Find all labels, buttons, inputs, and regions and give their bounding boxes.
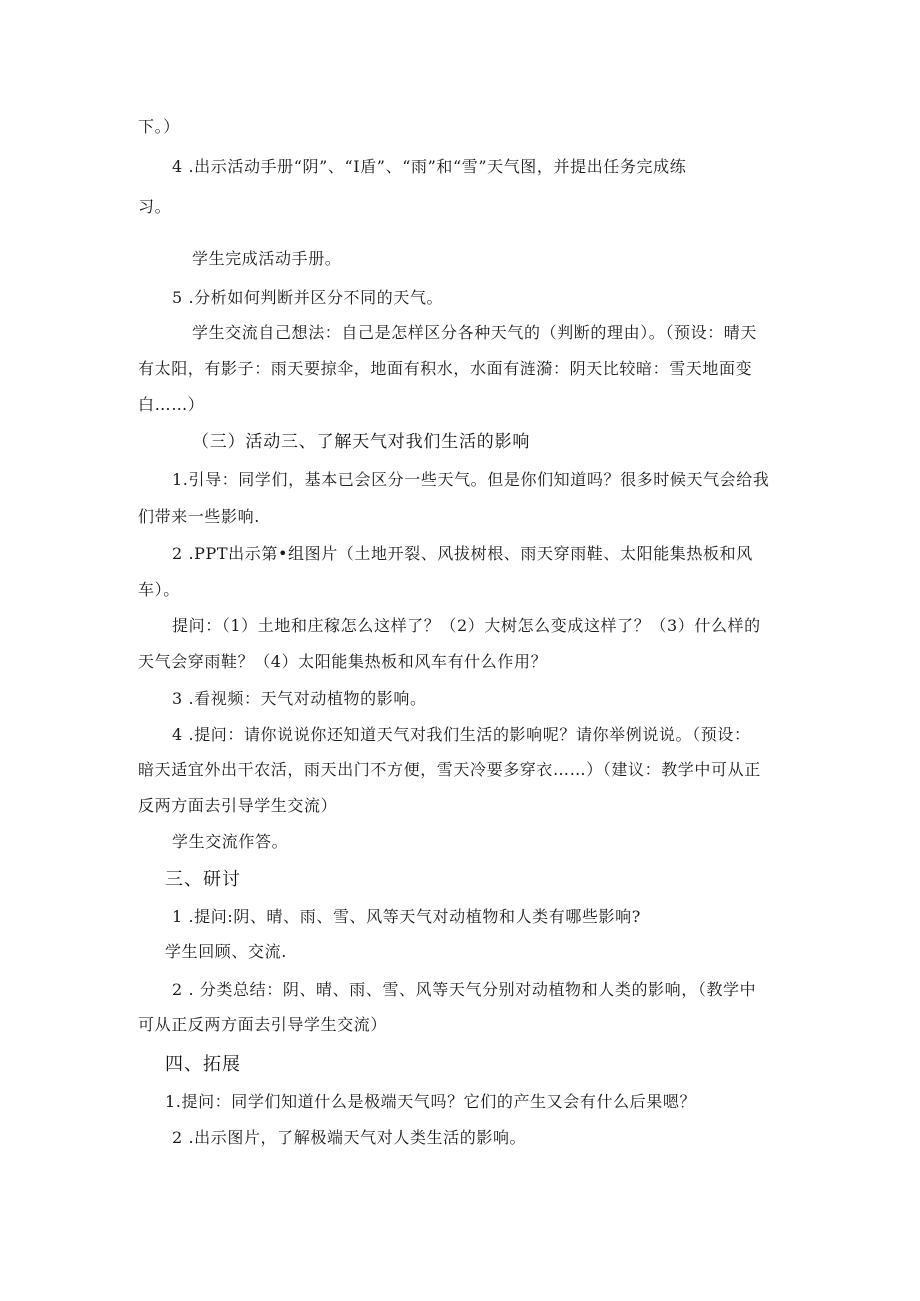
text-line: 提问：（1）土地和庄稼怎么这样了？（2）大树怎么变成这样了？（3）什么样的: [172, 616, 761, 635]
text-line: 1.引导：同学们，基本已会区分一些天气。但是你们知道吗？很多时候天气会给我: [172, 470, 770, 489]
text-line: 3 .看视频：天气对动植物的影响。: [172, 689, 427, 708]
section-heading: 三、研讨: [165, 869, 241, 890]
section-heading: （三）活动三、了解天气对我们生活的影响: [192, 432, 531, 452]
text-line: 2 . 分类总结：阴、晴、雨、雪、风等天气分别对动植物和人类的影响，（教学中: [172, 980, 757, 999]
text-line: 反两方面去引导学生交流）: [138, 796, 338, 815]
text-line: 白……）: [138, 395, 205, 414]
text-line: 可从正反两方面去引导学生交流）: [138, 1015, 388, 1034]
text-line: 5 .分析如何判断并区分不同的天气。: [172, 288, 444, 307]
text-line: 1 .提问:阴、晴、雨、雪、风等天气对动植物和人类有哪些影响?: [172, 907, 641, 926]
text-line: 学生完成活动手册。: [192, 249, 342, 268]
text-line: 天气会穿雨鞋？（4）太阳能集热板和风车有什么作用？: [138, 652, 548, 671]
text-line: 习。: [138, 197, 172, 216]
text-line: 们带来一些影响.: [138, 507, 260, 526]
text-line: 4 .出示活动手册“阴”、“I盾”、“雨”和“雪”天气图，并提出任务完成练: [172, 157, 687, 176]
text-line: 4 .提问：请你说说你还知道天气对我们生活的影响呢？请你举例说说。（预设：: [172, 725, 751, 744]
text-line: 车）。: [138, 580, 180, 599]
text-line: 2 .PPT出示第•组图片（土地开裂、风拔树根、雨天穿雨鞋、太阳能集热板和风: [172, 544, 753, 563]
text-line: 1.提问：同学们知道什么是极端天气吗？它们的产生又会有什么后果嗯？: [165, 1092, 697, 1111]
text-line: 有太阳，有影子：雨天要掠伞，地面有积水，水面有涟漪：阴天比较暗：雪天地面变: [138, 359, 753, 378]
text-line: 学生交流自己想法：自己是怎样区分各种天气的（判断的理由）。（预设：晴天: [192, 323, 758, 342]
text-line: 2 .出示图片，了解极端天气对人类生活的影响。: [172, 1128, 527, 1147]
text-line: 下。）: [138, 117, 180, 136]
text-line: 学生交流作答。: [172, 832, 289, 851]
text-line: 暗天适宜外出干农活，雨天出门不方便，雪天冷要多穿衣……）（建议：教学中可从正: [138, 760, 761, 779]
text-line: 学生回顾、交流.: [165, 942, 287, 961]
section-heading: 四、拓展: [165, 1054, 241, 1075]
